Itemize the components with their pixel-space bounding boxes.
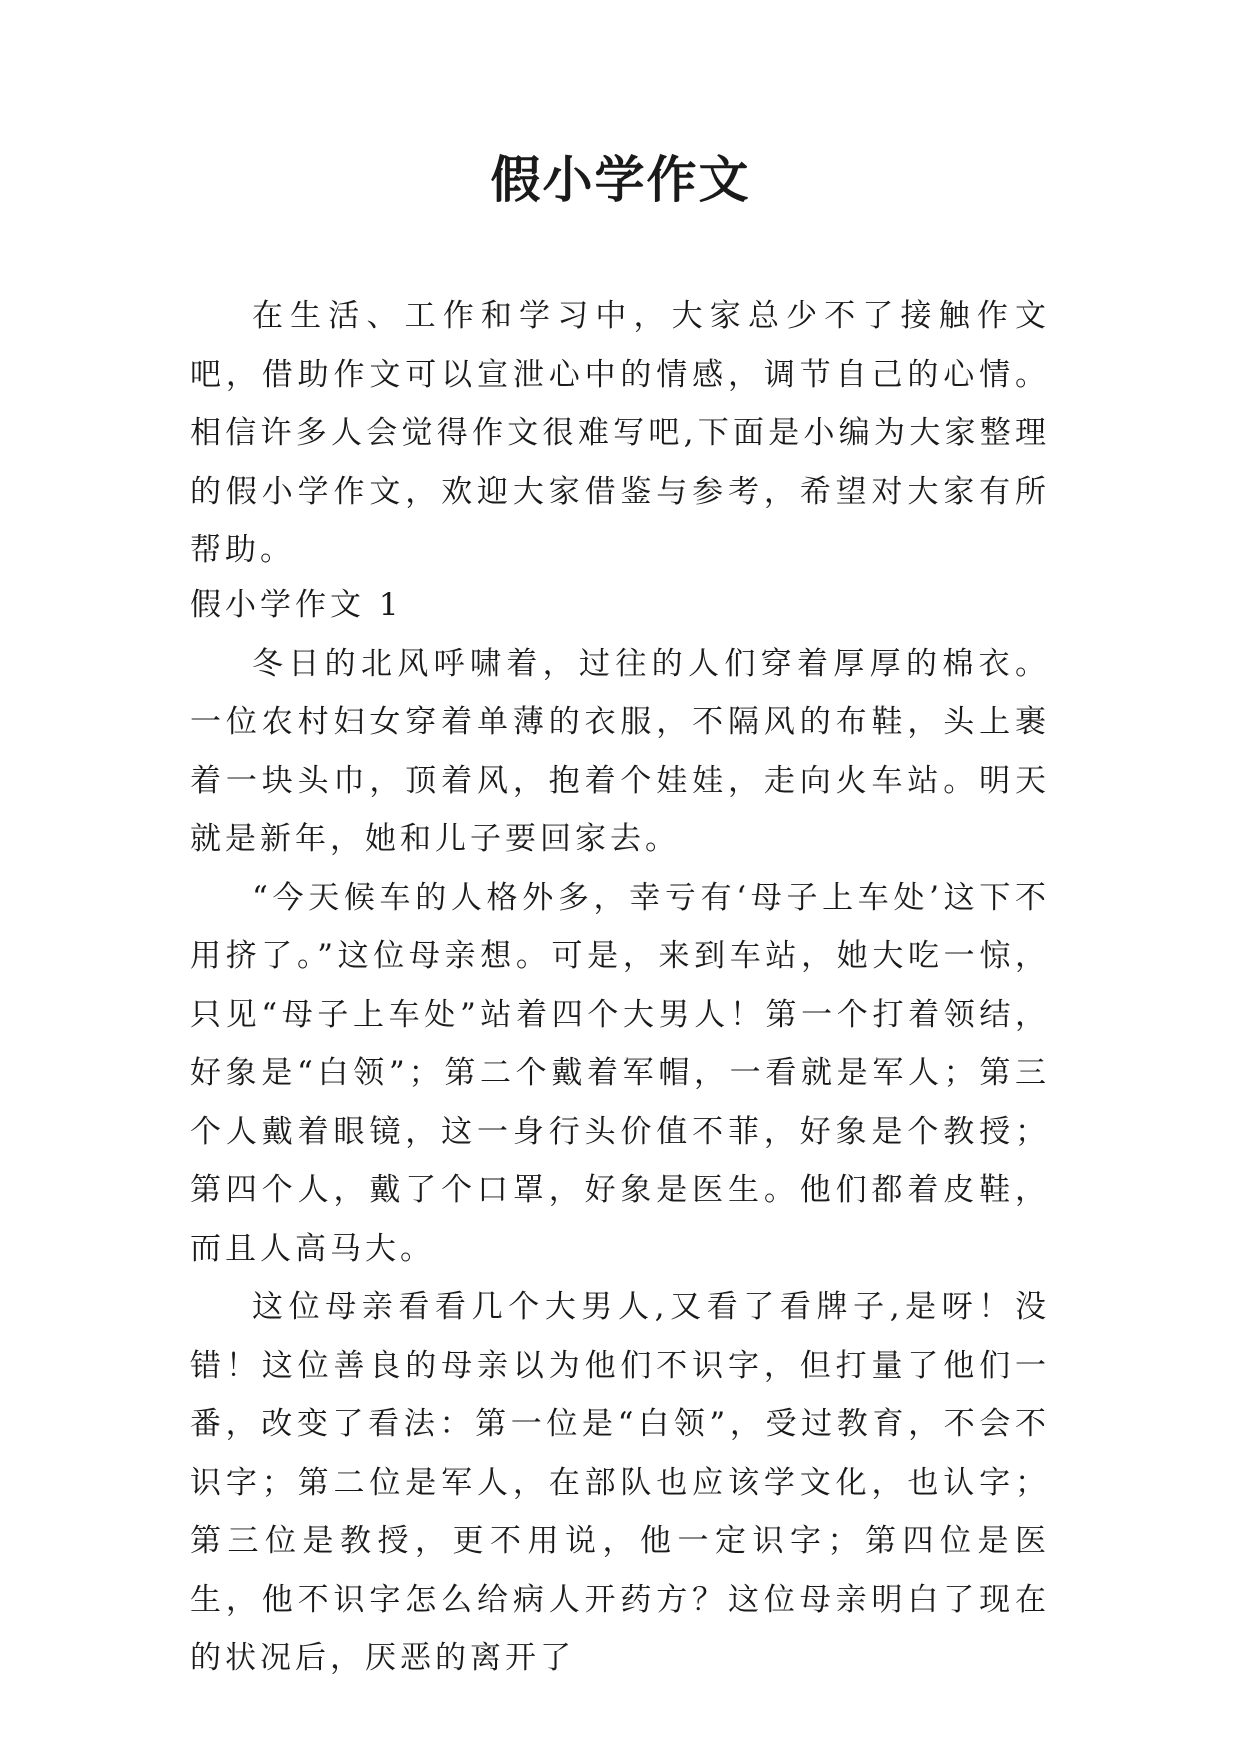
document-title: 假小学作文 <box>490 150 751 209</box>
essay-paragraph: 这位母亲看看几个大男人,又看了看牌子,是呀！没错！这位善良的母亲以为他们不识字，但打量了他们一番，改变了看法：第一位是“白领”，受过教育，不会不识字；第二位是军人，在部队也应该学文化，也认字；第三位是教授，更不用说，他一定识字；第四位是医生，他不识字怎么给病人开药方？这位母亲明白了现在的状况后，厌恶的离开了 <box>190 1289 1050 1676</box>
essay-section <box>190 576 1050 1688</box>
essay-paragraph: 冬日的北风呼啸着，过往的人们穿着厚厚的棉衣。一位农村妇女穿着单薄的衣服，不隔风的布鞋，头上裹着一块头巾，顶着风，抱着个娃娃，走向火车站。明天就是新年，她和儿子要回家去。 <box>190 645 1050 857</box>
intro-paragraph: 在生活、工作和学习中，大家总少不了接触作文吧，借助作文可以宣泄心中的情感，调节自己的心情。相信许多人会觉得作文很难写吧,下面是小编为大家整理的假小学作文，欢迎大家借鉴与参考，希望对大家有所帮助。 <box>190 298 1050 568</box>
intro-section <box>190 287 1050 580</box>
essay-paragraph: “今天候车的人格外多，幸亏有‘母子上车处’这下不用挤了。”这位母亲想。可是，来到车站，她大吃一惊，只见“母子上车处”站着四个大男人！第一个打着领结，好象是“白领”；第二个戴着军帽，一看就是军人；第三个人戴着眼镜，这一身行头价值不菲，好象是个教授；第四个人，戴了个口罩，好象是医生。他们都着皮鞋，而且人高马大。 <box>190 879 1050 1267</box>
essay-heading: 假小学作文 1 <box>190 587 403 623</box>
